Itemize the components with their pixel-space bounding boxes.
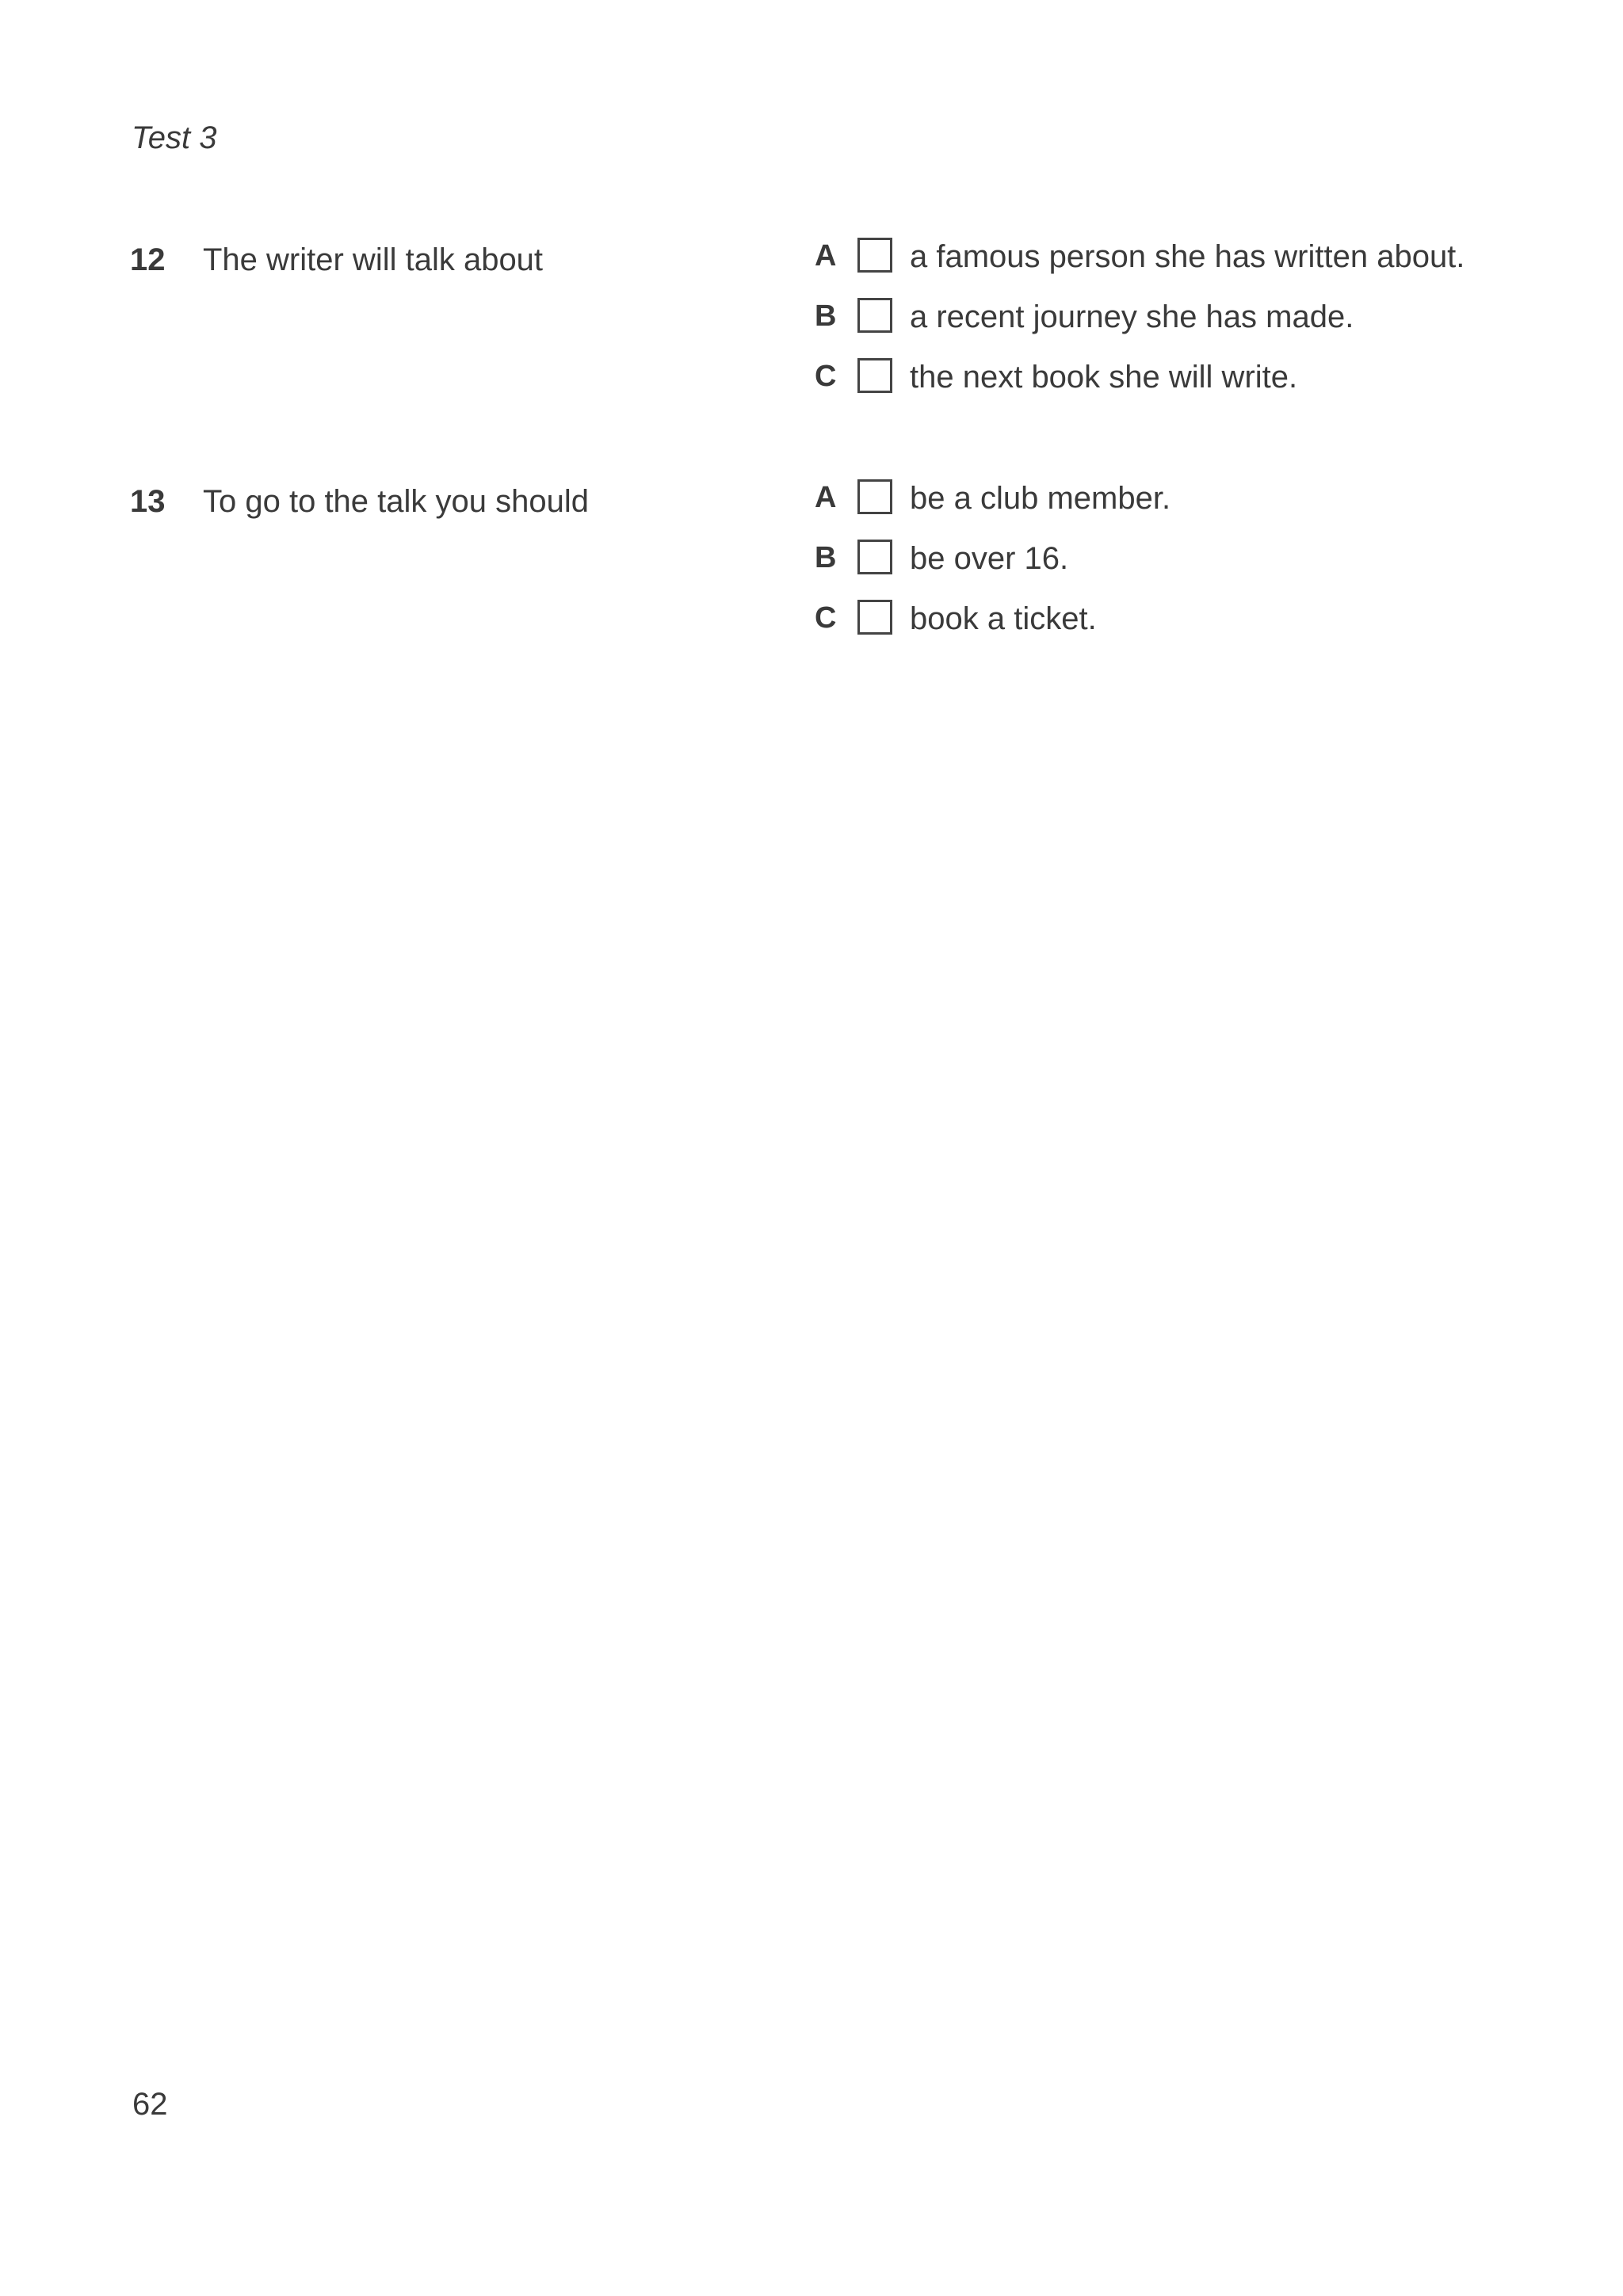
option-letter: A [815,481,837,514]
option-a[interactable] [815,481,1528,521]
answer-checkbox[interactable] [857,479,892,514]
option-c[interactable] [815,360,1528,399]
option-letter: B [815,541,837,574]
page-header-title: Test 3 [132,120,217,155]
answer-checkbox[interactable] [857,238,892,273]
option-letter: A [815,239,837,273]
option-text: book a ticket. [910,601,1097,636]
option-text: be over 16. [910,541,1069,576]
option-text: be a club member. [910,481,1171,516]
answer-checkbox[interactable] [857,298,892,333]
option-text: a famous person she has written about. [910,239,1465,274]
option-letter: C [815,360,837,393]
answer-checkbox[interactable] [857,600,892,635]
page-number: 62 [132,2087,168,2122]
option-text: the next book she will write. [910,360,1298,395]
question-number: 12 [130,242,166,277]
question-stem: The writer will talk about [203,242,544,277]
option-letter: B [815,299,837,333]
option-text: a recent journey she has made. [910,299,1354,334]
option-a[interactable] [815,239,1528,279]
option-letter: C [815,601,837,635]
answer-checkbox[interactable] [857,540,892,574]
option-c[interactable] [815,601,1528,641]
question-stem: To go to the talk you should [203,484,589,519]
option-b[interactable] [815,541,1528,581]
option-b[interactable] [815,299,1528,339]
question-number: 13 [130,484,166,519]
answer-checkbox[interactable] [857,358,892,393]
